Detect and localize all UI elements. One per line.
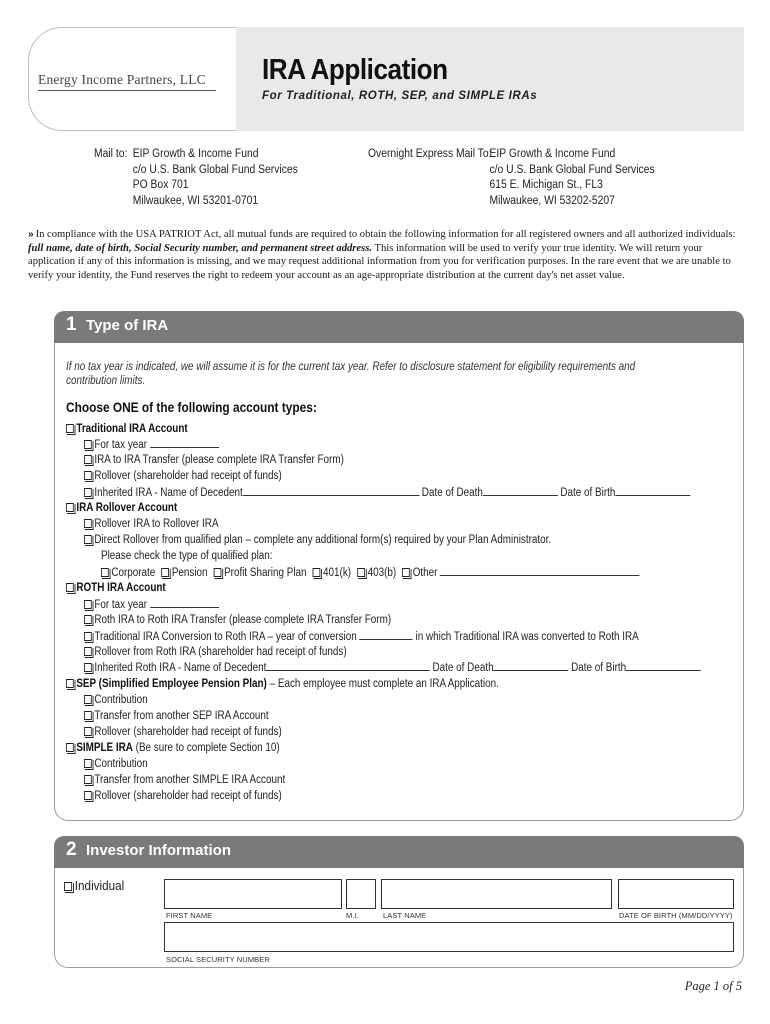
decedent-blank[interactable] — [243, 486, 419, 496]
sep-ira-option[interactable]: SEP (Simplified Employee Pension Plan) – Each employee must complete an IRA Application. — [66, 678, 499, 690]
roth-conversion[interactable]: Traditional IRA Conversion to Roth IRA – year of conversion in which Traditional IRA was converted to Roth IRA — [84, 630, 639, 643]
traditional-ira-option[interactable]: Traditional IRA Account — [66, 423, 188, 435]
page-subtitle: For Traditional, ROTH, SEP, and SIMPLE IRAs — [262, 90, 538, 102]
simple-ira-option[interactable]: SIMPLE IRA (Be sure to complete Section 10) — [66, 742, 280, 754]
checkbox-icon[interactable] — [84, 695, 92, 704]
checkbox-icon[interactable] — [84, 791, 92, 800]
checkbox-icon[interactable] — [84, 775, 92, 784]
traditional-inherited[interactable]: Inherited IRA - Name of Decedent Date of Death Date of Birth — [84, 486, 690, 499]
checkbox-icon[interactable] — [161, 568, 169, 577]
tax-year-blank[interactable] — [150, 598, 219, 608]
rollover-ira-option[interactable]: IRA Rollover Account — [66, 502, 177, 514]
death-date-blank[interactable] — [494, 661, 569, 671]
checkbox-icon[interactable] — [84, 663, 92, 672]
simple-transfer[interactable]: Transfer from another SIMPLE IRA Account — [84, 774, 285, 786]
checkbox-icon[interactable] — [84, 759, 92, 768]
roth-rollover[interactable]: Rollover from Roth IRA (shareholder had receipt of funds) — [84, 646, 347, 658]
birth-date-blank[interactable] — [626, 661, 701, 671]
first-name-field[interactable] — [164, 879, 342, 909]
sep-transfer[interactable]: Transfer from another SEP IRA Account — [84, 710, 269, 722]
checkbox-icon[interactable] — [313, 568, 321, 577]
checkbox-icon[interactable] — [84, 519, 92, 528]
last-name-label: LAST NAME — [383, 911, 427, 920]
checkbox-icon[interactable] — [66, 679, 74, 688]
checkbox-icon[interactable] — [84, 647, 92, 656]
ssn-label: SOCIAL SECURITY NUMBER — [166, 955, 270, 964]
page-number: Page 1 of 5 — [684, 979, 742, 993]
checkbox-icon[interactable] — [357, 568, 365, 577]
simple-rollover[interactable]: Rollover (shareholder had receipt of funds) — [84, 790, 282, 802]
tax-year-blank[interactable] — [150, 438, 219, 448]
checkbox-icon[interactable] — [66, 503, 74, 512]
conversion-year-blank[interactable] — [359, 630, 412, 640]
plan-type-prompt: Please check the type of qualified plan: — [101, 550, 273, 562]
checkbox-icon[interactable] — [84, 600, 92, 609]
page-title: IRA Application — [262, 54, 448, 86]
date-of-birth-label: DATE OF BIRTH (MM/DD/YYYY) — [619, 911, 733, 920]
patriot-act-notice: » In compliance with the USA PATRIOT Act, all mutual funds are required to obtain the following information for all registered owners and all authorized individuals: full name, date of birth, Social Security number, and permanent street address. This information will be used to verify your true identity. We will return your application if any of this information is missing, and we may request additional information from you for verification purposes. In the rare event that we are unable to verify your identity, the Fund reserves the right to redeem your account as an age-appropriate distribution at the current day's net asset value. — [28, 229, 736, 281]
checkbox-icon[interactable] — [84, 440, 92, 449]
traditional-tax-year[interactable]: For tax year — [84, 438, 219, 451]
plan-type-options[interactable]: Corporate Pension Profit Sharing Plan 401(k) 403(b) Other — [101, 566, 640, 579]
first-name-label: FIRST NAME — [166, 911, 213, 920]
other-plan-blank[interactable] — [440, 566, 640, 576]
checkbox-icon[interactable] — [84, 488, 92, 497]
last-name-field[interactable] — [381, 879, 612, 909]
mail-address: Mail to: EIP Growth & Income Fund c/o U.S. Bank Global Fund Services PO Box 701 Milwaukee, WI 53201-0701 — [94, 148, 298, 207]
sep-contribution[interactable]: Contribution — [84, 694, 148, 706]
date-of-birth-field[interactable] — [618, 879, 734, 909]
checkbox-icon[interactable] — [66, 424, 74, 433]
simple-contribution[interactable]: Contribution — [84, 758, 148, 770]
checkbox-icon[interactable] — [84, 535, 92, 544]
checkbox-icon[interactable] — [101, 568, 109, 577]
death-date-blank[interactable] — [483, 486, 558, 496]
checkbox-icon[interactable] — [84, 727, 92, 736]
checkbox-icon[interactable] — [84, 632, 92, 641]
checkbox-icon[interactable] — [66, 583, 74, 592]
checkbox-icon[interactable] — [64, 882, 72, 891]
checkbox-icon[interactable] — [84, 471, 92, 480]
company-logo: Energy Income Partners, LLC — [38, 72, 216, 91]
section-1-intro: If no tax year is indicated, we will assume it is for the current tax year. Refer to disclosure statement for eligibility requirements and contribution limits. — [66, 361, 636, 387]
checkbox-icon[interactable] — [214, 568, 222, 577]
traditional-transfer[interactable]: IRA to IRA Transfer (please complete IRA Transfer Form) — [84, 454, 344, 466]
roth-tax-year[interactable]: For tax year — [84, 598, 219, 611]
overnight-address: Overnight Express Mail To: EIP Growth & Income Fund c/o U.S. Bank Global Fund Services 615 E. Michigan St., FL3 Milwaukee, WI 53202-5207 — [368, 148, 655, 207]
section-2-header: 2 Investor Information — [54, 836, 744, 868]
traditional-rollover[interactable]: Rollover (shareholder had receipt of funds) — [84, 470, 282, 482]
checkbox-icon[interactable] — [66, 743, 74, 752]
direct-rollover[interactable]: Direct Rollover from qualified plan – complete any additional form(s) required by your Plan Administrator. — [84, 534, 551, 546]
middle-initial-label: M.I. — [346, 911, 359, 920]
decedent-blank[interactable] — [266, 661, 429, 671]
checkbox-icon[interactable] — [84, 455, 92, 464]
sep-rollover[interactable]: Rollover (shareholder had receipt of funds) — [84, 726, 282, 738]
checkbox-icon[interactable] — [84, 615, 92, 624]
choose-account-heading: Choose ONE of the following account types: — [66, 400, 317, 415]
roth-inherited[interactable]: Inherited Roth IRA - Name of Decedent Date of Death Date of Birth — [84, 661, 701, 674]
ssn-field[interactable] — [164, 922, 734, 952]
roth-ira-option[interactable]: ROTH IRA Account — [66, 582, 166, 594]
section-1-header: 1 Type of IRA — [54, 311, 744, 343]
checkbox-icon[interactable] — [84, 711, 92, 720]
roth-transfer[interactable]: Roth IRA to Roth IRA Transfer (please complete IRA Transfer Form) — [84, 614, 391, 626]
birth-date-blank[interactable] — [615, 486, 690, 496]
middle-initial-field[interactable] — [346, 879, 376, 909]
notice-marker: » — [28, 229, 34, 240]
rollover-to-rollover[interactable]: Rollover IRA to Rollover IRA — [84, 518, 219, 530]
individual-option[interactable]: Individual — [64, 878, 124, 893]
checkbox-icon[interactable] — [402, 568, 410, 577]
